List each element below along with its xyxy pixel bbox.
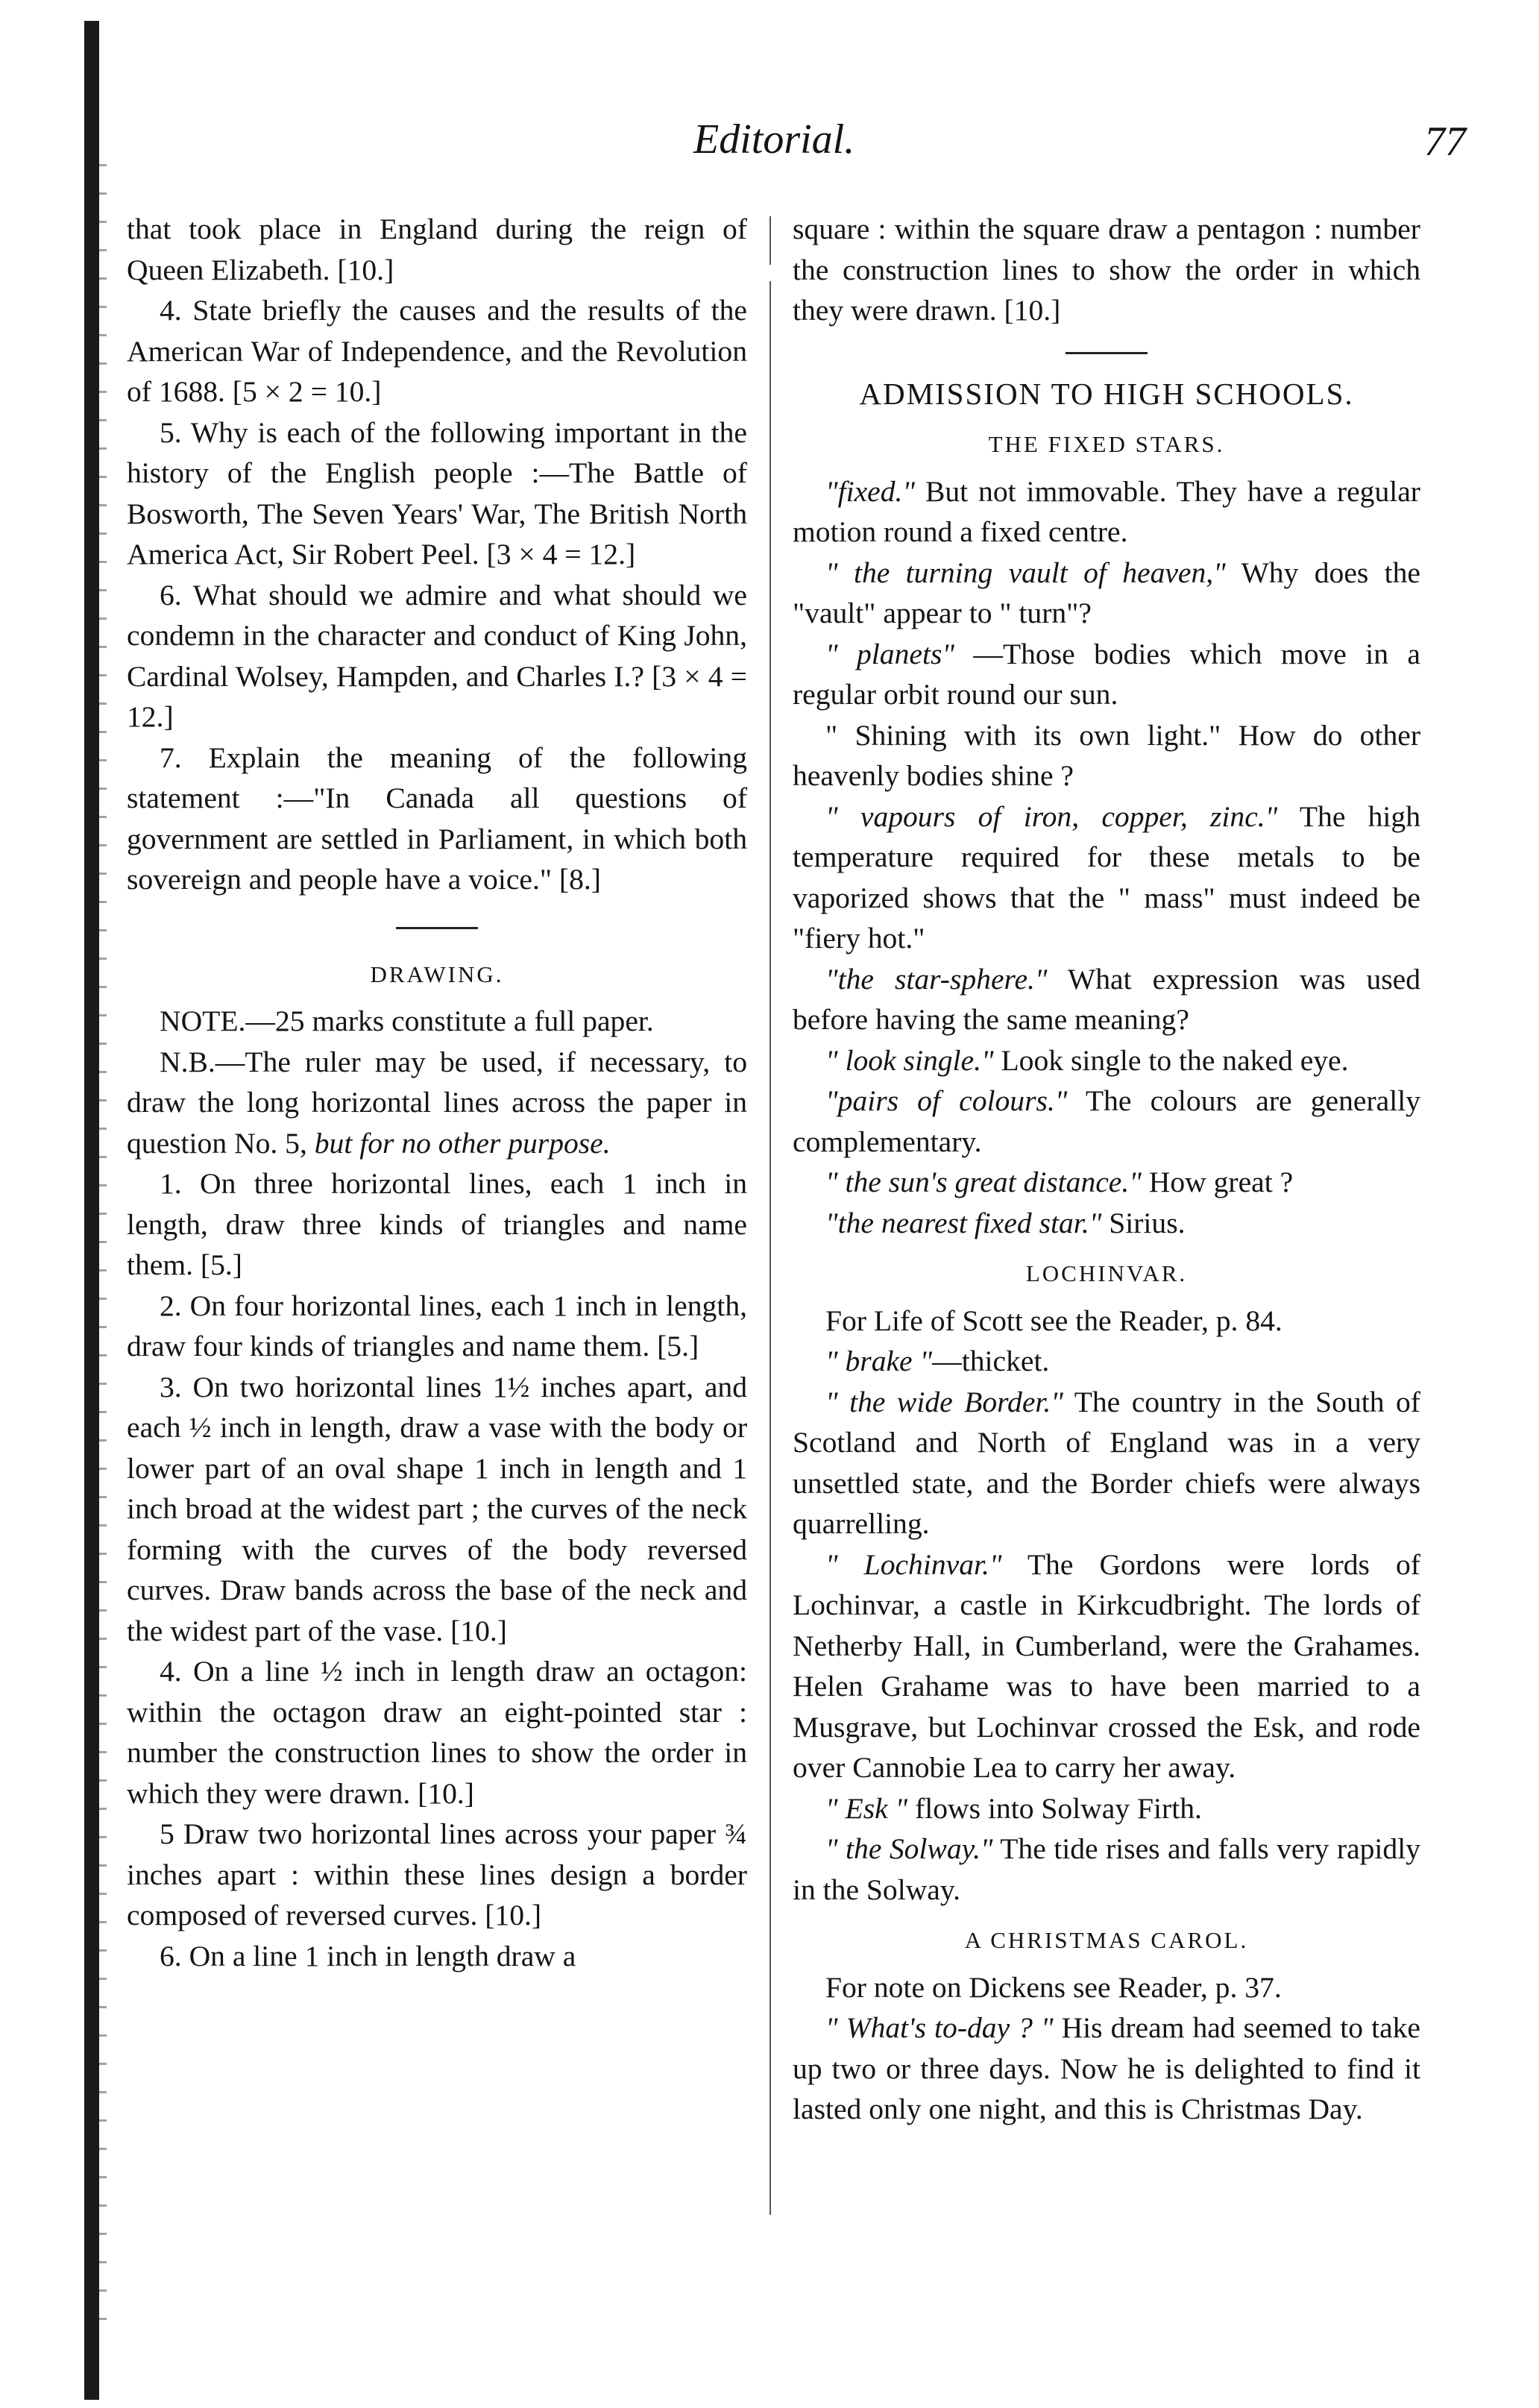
note-text: The Gordons were lords of Lochinvar, a castle in Kirkcudbright. The lords of Netherby Hall, in Cumberland, were the Grahames. Helen Grahame was to have been married to a Musgrave, but Lochinvar crossed the Esk, and rode over Cannobie Lea to carry her away. (793, 1547, 1420, 1784)
drawing-item: 1. On three horizontal lines, each 1 inch in length, draw three kinds of triangles and name them. [5.] (127, 1167, 747, 1281)
note-text: But not immovable. They have a regular motion round a fixed centre. (793, 474, 1420, 548)
note-term: " planets" (825, 637, 954, 670)
note-term: " vapours of iron, copper, zinc." (825, 799, 1278, 833)
note-term: " Esk " (825, 1791, 908, 1825)
history-item: 4. State briefly the causes and the results of the American War of Independence, and the Revolution of 1688. [5 × 2 = 10.] (127, 294, 747, 408)
note-entry (793, 553, 1420, 634)
note-term: " look single." (825, 1043, 994, 1077)
drawing-item: 5 Draw two horizontal lines across your paper ¾ inches apart : within these lines design a border composed of reversed curves. [10.] (127, 1817, 747, 1931)
note-text: The high temperature required for these metals to be vaporized shows that the " mass" must indeed be "fiery hot." (793, 799, 1421, 955)
drawing-item: 3. On two horizontal lines 1½ inches apart, and each ½ inch in length, draw a vase with the body or lower part of an oval shape 1 inch in length and 1 inch broad at the widest part ; the curves of the neck forming with the curves of the body reversed curves. Draw bands across the base of the neck and the widest part of the vase. [10.] (127, 1370, 747, 1647)
note-term: " the turning vault of heaven," (825, 556, 1226, 589)
note-text: Why does the "vault" appear to " turn"? (793, 556, 1420, 629)
binding-edge (84, 21, 99, 2400)
note-term: " the wide Border." (825, 1385, 1063, 1418)
note-entry (793, 1967, 1420, 2008)
drawing-item: 6. On a line 1 inch in length draw a (160, 1939, 576, 1972)
left-column (127, 209, 747, 1976)
lochinvar-heading: LOCHINVAR. (1025, 1260, 1188, 1286)
note-term: "the star-sphere." (825, 962, 1048, 996)
drawing-heading: DRAWING. (370, 961, 504, 987)
nb-emphasis: but for no other purpose. (314, 1126, 611, 1160)
note-entry (793, 796, 1420, 959)
note-text: —thicket. (932, 1345, 1050, 1377)
history-item: that took place in England during the reign of Queen Elizabeth. [10.] (127, 213, 747, 286)
note-term: " What's to-day ? " (825, 2011, 1054, 2044)
drawing-item: 2. On four horizontal lines, each 1 inch in length, draw four kinds of triangles and name them. [5.] (127, 1289, 747, 1362)
fixed-stars-heading: THE FIXED STARS. (988, 431, 1225, 457)
note-entry (793, 1341, 1420, 1382)
christmas-carol-heading: A CHRISTMAS CAROL. (964, 1927, 1249, 1953)
note-text: How great ? (1141, 1166, 1294, 1198)
note-entry (793, 1829, 1420, 1910)
note-text: The country in the South of Scotland and North of England was in a very unsettled state, and the Border chiefs were always quarrelling. (793, 1385, 1420, 1540)
note-text: His dream had seemed to take up two or three days. Now he is delighted to find it lasted only one night, and this is Christmas Day. (793, 2011, 1420, 2125)
note-text: flows into Solway Firth. (907, 1791, 1202, 1825)
note-entry (793, 959, 1420, 1040)
note-term: "pairs of colours." (825, 1084, 1068, 1117)
admission-heading: ADMISSION TO HIGH SCHOOLS. (859, 376, 1354, 411)
drawing-item: 4. On a line ½ inch in length draw an octagon: within the octagon draw an eight-pointed star : number the construction lines to show the order in which they were drawn. [10.] (127, 1655, 747, 1810)
nb-text: N.B.—The ruler may be used, if necessary, to draw the long horizontal lines across the paper in question No. 5, (127, 1045, 747, 1160)
note-term: " the sun's great distance." (825, 1166, 1142, 1198)
note-entry (793, 1162, 1420, 1203)
note-text: What expression was used before having the same meaning? (793, 962, 1420, 1036)
note-entry (793, 1382, 1420, 1544)
note-entry (793, 634, 1420, 715)
note-text: The tide rises and falls very rapidly in the Solway. (793, 1832, 1420, 1906)
note-text: For Life of Scott see the Reader, p. 84. (825, 1304, 1282, 1337)
note-entry (793, 2008, 1420, 2130)
note-text: —Those bodies which move in a regular orbit round our sun. (793, 637, 1420, 711)
right-column (793, 209, 1420, 2130)
note-term: "the nearest fixed star." (825, 1206, 1102, 1239)
drawing-note: NOTE.—25 marks constitute a full paper. (160, 1005, 654, 1037)
section-rule (1066, 352, 1148, 354)
note-term: "fixed." (825, 474, 916, 508)
history-item: 5. Why is each of the following important in the history of the English people :—The Battle of Bosworth, The Seven Years' War, The British North America Act, Sir Robert Peel. [3 × 4 = 12.] (127, 415, 747, 570)
running-head: Editorial. (693, 116, 855, 163)
note-entry (793, 1788, 1420, 1829)
page-number: 77 (1424, 119, 1466, 165)
drawing-nb (127, 1042, 747, 1164)
continuation-text: square : within the square draw a pentagon : number the construction lines to show the order in which they were drawn. [10.] (793, 213, 1420, 327)
note-term: " the Solway." (825, 1832, 993, 1865)
note-entry (793, 1203, 1420, 1244)
note-text: The colours are generally complementary. (793, 1084, 1420, 1158)
column-divider-gap (768, 265, 772, 281)
note-term: " brake " (825, 1345, 933, 1377)
note-entry (793, 1301, 1420, 1342)
note-term: " Lochinvar." (825, 1547, 1002, 1581)
history-item: 7. Explain the meaning of the following statement :—"In Canada all questions of government are settled in Parliament, in which both sovereign and people have a voice." [8.] (127, 741, 747, 896)
note-entry (793, 1544, 1420, 1788)
column-divider (770, 216, 771, 2215)
history-item: 6. What should we admire and what should we condemn in the character and conduct of King John, Cardinal Wolsey, Hampden, and Charles I.? [3 × 4 = 12.] (127, 578, 747, 733)
note-text: " Shining with its own light." How do other heavenly bodies shine ? (793, 718, 1420, 792)
binding-shadow (99, 164, 107, 2327)
note-text: For note on Dickens see Reader, p. 37. (825, 1970, 1282, 2004)
note-text: Look single to the naked eye. (993, 1043, 1349, 1077)
note-entry (793, 471, 1420, 553)
note-entry (793, 1081, 1420, 1162)
note-text: Sirius. (1101, 1206, 1186, 1239)
section-rule (396, 927, 478, 929)
note-entry (793, 715, 1420, 796)
note-entry (793, 1040, 1420, 1081)
